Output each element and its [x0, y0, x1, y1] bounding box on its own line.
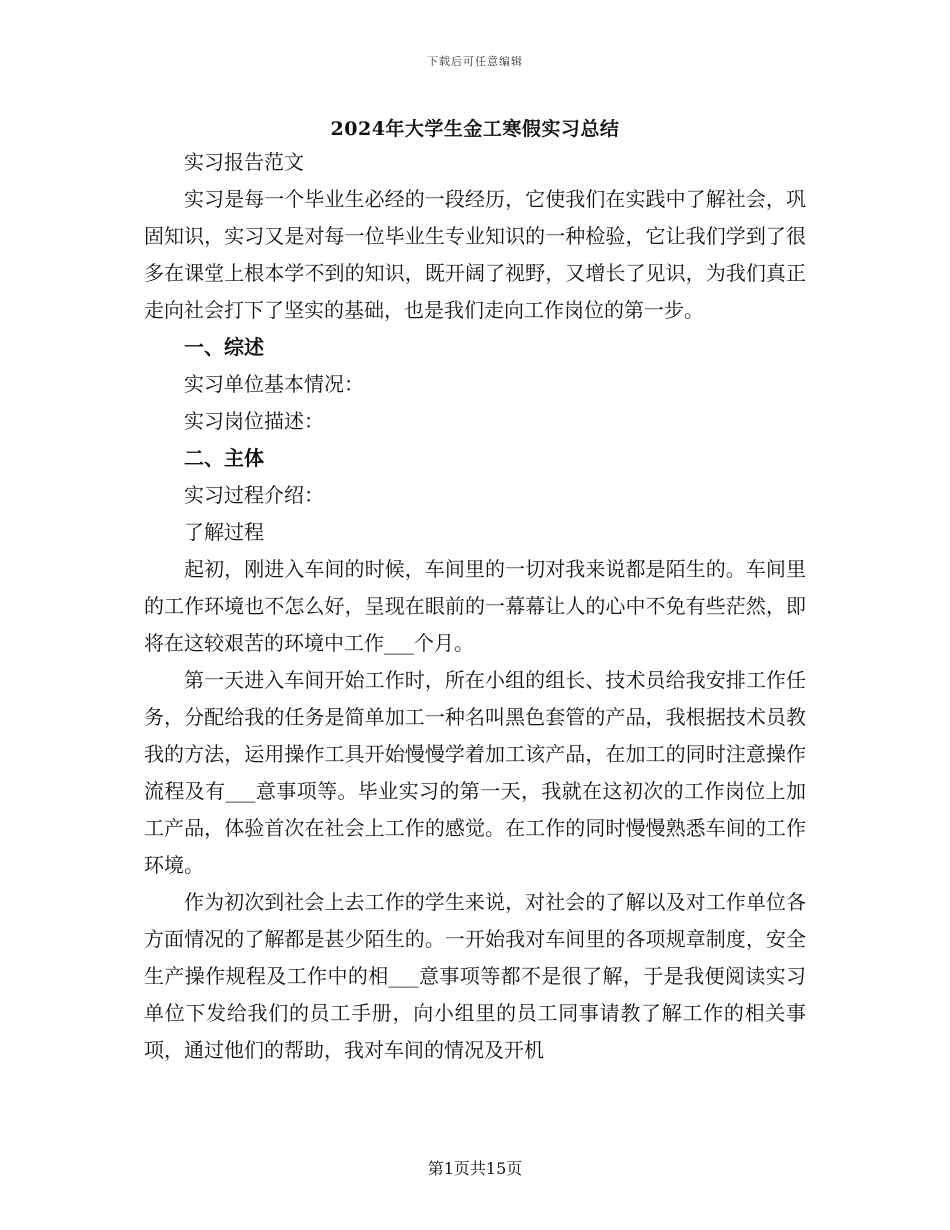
paragraph-position-desc: 实习岗位描述： — [184, 409, 324, 433]
paragraph-new-worker: 作为初次到社会上去工作的学生来说，对社会的了解以及对工作单位各方面情况的了解都是甚少陌生的。一开始我对车间里的各项规章制度，安全生产操作规程及工作中的相___意事项等都不是很了解，于是我便阅读实习单位下发给我们的员工手册，向小组里的员工同事请教了解工作的相关事项，通过他们的帮助，我对车间的情况及开机 — [144, 890, 806, 1062]
paragraph-subtitle: 实习报告范文 — [184, 150, 304, 174]
paragraph-process-intro: 实习过程介绍： — [184, 483, 324, 507]
document-body — [144, 144, 806, 1069]
paragraph-understanding: 了解过程 — [184, 520, 264, 544]
paragraph-unit-info: 实习单位基本情况： — [184, 372, 364, 396]
document-title: 2024年大学生金工寒假实习总结 — [330, 118, 620, 140]
paragraph-intro: 实习是每一个毕业生必经的一段经历，它使我们在实践中了解社会，巩固知识，实习又是对每一位毕业生专业知识的一种检验，它让我们学到了很多在课堂上根本学不到的知识，既开阔了视野，又增长了见识，为我们真正走向社会打下了坚实的基础，也是我们走向工作岗位的第一步。 — [144, 187, 806, 322]
header-note: 下载后可任意编辑 — [427, 55, 523, 68]
page-number: 第1页共15页 — [427, 1159, 523, 1178]
section-heading-overview: 一、综述 — [184, 335, 264, 359]
section-heading-main: 二、主体 — [184, 446, 264, 470]
paragraph-beginning: 起初，刚进入车间的时候，车间里的一切对我来说都是陌生的。车间里的工作环境也不怎么好，呈现在眼前的一幕幕让人的心中不免有些茫然，即将在这较艰苦的环境中工作___个月。 — [144, 557, 806, 655]
paragraph-first-day: 第一天进入车间开始工作时，所在小组的组长、技术员给我安排工作任务，分配给我的任务是简单加工一种名叫黑色套管的产品，我根据技术员教我的方法，运用操作工具开始慢慢学着加工该产品，在加工的同时注意操作流程及有___意事项等。毕业实习的第一天，我就在这初次的工作岗位上加工产品，体验首次在社会上工作的感觉。在工作的同时慢慢熟悉车间的工作环境。 — [144, 668, 806, 877]
